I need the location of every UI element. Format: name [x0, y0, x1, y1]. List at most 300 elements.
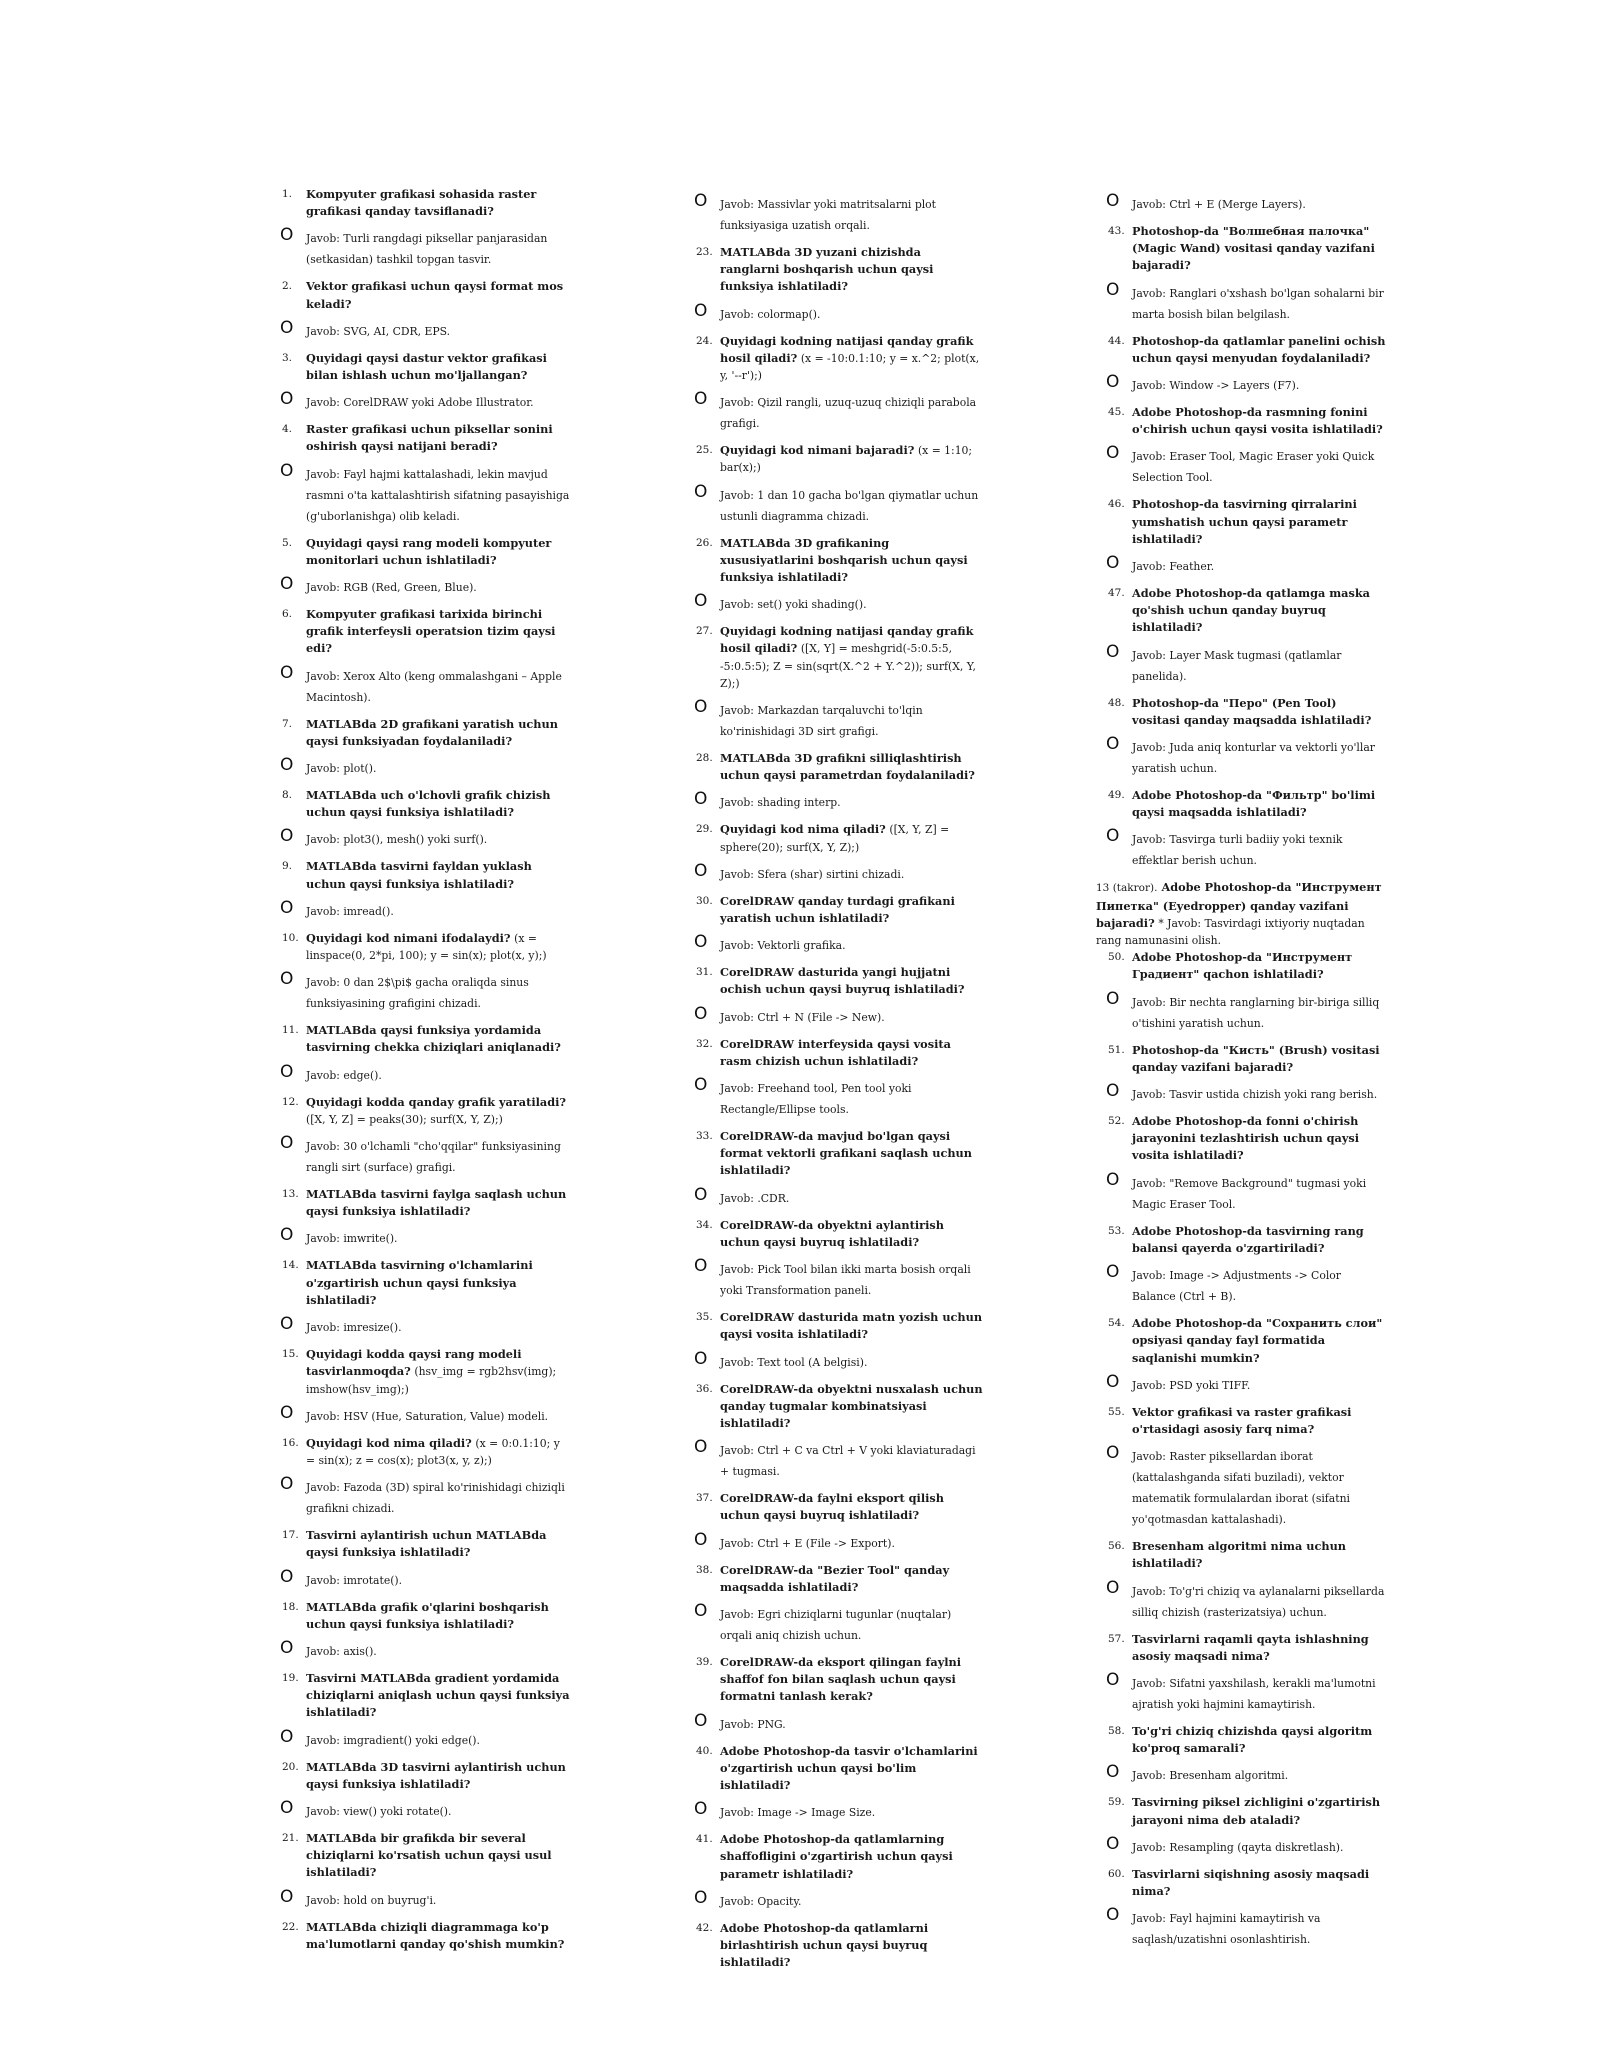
question-item — [270, 1527, 570, 1561]
circle-bullet-icon: O — [280, 1726, 294, 1747]
question-text: Vektor grafikasi va raster grafikasi o'rtasidagi asosiy farq nima? — [1132, 1404, 1352, 1436]
question-item — [1096, 223, 1386, 275]
question-text: Adobe Photoshop-da rasmning fonini o'chirish uchun qaysi vosita ishlatiladi? — [1132, 405, 1383, 437]
answer-item — [1096, 1371, 1386, 1396]
question-text: Quyidagi qaysi dastur vektor grafikasi bilan ishlash uchun mo'ljallangan? — [306, 350, 547, 383]
answer-item — [684, 191, 984, 236]
question-text: MATLABda tasvirning o'lchamlarini o'zgartirish uchun qaysi funksiya ishlatiladi? — [306, 1258, 533, 1307]
circle-bullet-icon: O — [694, 1600, 708, 1621]
answer-item — [684, 591, 984, 615]
answer-item — [684, 697, 984, 742]
question-text: Vektor grafikasi uchun qaysi format mos keladi? — [306, 279, 564, 311]
answer-item — [270, 1225, 570, 1249]
column-2 — [684, 186, 984, 1971]
question-number: 5. — [282, 536, 293, 549]
question-text: Adobe Photoshop-da qatlamlarning shaffofligini o'zgartirish uchun qaysi parametr ishlatiladi? — [720, 1832, 953, 1881]
question-item — [270, 606, 570, 658]
question-number: 3. — [282, 351, 293, 364]
question-item — [270, 858, 570, 892]
question-number: 12. — [282, 1095, 299, 1108]
question-text: Quyidagi kod nimani bajaradi? — [720, 443, 915, 458]
question-item — [270, 930, 570, 964]
question-number: 33. — [696, 1130, 713, 1143]
question-number: 36. — [696, 1382, 713, 1395]
answer-text: Javob: Feather. — [1132, 560, 1215, 574]
question-item — [684, 244, 984, 296]
question-number: 38. — [696, 1563, 713, 1576]
circle-bullet-icon: O — [1106, 1081, 1120, 1102]
circle-bullet-icon: O — [280, 1061, 294, 1082]
answer-text: Javob: Fazoda (3D) spiral ko'rinishidagi chiziqli grafikni chizadi. — [306, 1481, 565, 1516]
answer-item — [270, 225, 570, 270]
answer-item — [270, 574, 570, 598]
question-text: Bresenham algoritmi nima uchun ishlatiladi? — [1132, 1539, 1346, 1571]
question-number: 43. — [1108, 225, 1125, 237]
answer-item — [684, 1710, 984, 1735]
question-number: 51. — [1108, 1043, 1125, 1056]
question-code: ([X, Y] = meshgrid(-5:0.5:5, -5:0.5:5); Z = sin(sqrt(X.^2 + Y.^2)); surf(X, Y, Z);) — [720, 642, 976, 690]
circle-bullet-icon: O — [280, 1225, 294, 1246]
answer-item — [270, 1402, 570, 1427]
answer-text: Javob: plot(). — [306, 762, 377, 776]
question-text: Tasvirlarni raqamli qayta ishlashning asosiy maqsadi nima? — [1132, 1631, 1369, 1663]
circle-bullet-icon: O — [694, 1348, 708, 1369]
answer-item — [270, 1133, 570, 1178]
answer-item — [684, 1529, 984, 1554]
question-text: Adobe Photoshop-da qatlamlarni birlashtirish uchun qaysi buyruq ishlatiladi? — [720, 1920, 929, 1970]
question-number: 23. — [696, 246, 713, 258]
answer-item — [684, 1256, 984, 1301]
question-item — [270, 1919, 570, 1953]
question-code: ([X, Y, Z] = peaks(30); surf(X, Y, Z);) — [306, 1112, 503, 1126]
question-number: 22. — [282, 1920, 299, 1933]
question-number: 28. — [696, 752, 713, 765]
question-text: Adobe Photoshop-da tasvirning rang balansi qayerda o'zgartiriladi? — [1132, 1223, 1364, 1255]
question-number: 46. — [1108, 498, 1125, 511]
question-item — [270, 350, 570, 384]
question-item — [1096, 879, 1386, 949]
circle-bullet-icon: O — [280, 1314, 294, 1335]
answer-item — [684, 1003, 984, 1028]
question-text: CorelDRAW dasturida matn yozish uchun qaysi vosita ishlatiladi? — [720, 1310, 983, 1342]
question-item — [1096, 1794, 1386, 1828]
circle-bullet-icon: O — [280, 662, 294, 683]
circle-bullet-icon: O — [1106, 443, 1120, 464]
question-number: 31. — [696, 966, 713, 979]
question-text: Photoshop-da tasvirning qirralarini yumshatish uchun qaysi parametr ishlatiladi? — [1132, 497, 1357, 546]
answer-item — [270, 1637, 570, 1662]
circle-bullet-icon: O — [280, 389, 294, 410]
question-text: MATLABda 3D yuzani chizishda ranglarni boshqarish uchun qaysi funksiya ishlatiladi? — [720, 245, 934, 294]
answer-text: Javob: .CDR. — [720, 1191, 790, 1205]
question-item — [684, 1743, 984, 1795]
answer-item — [1096, 279, 1386, 325]
circle-bullet-icon: O — [280, 1886, 294, 1907]
answer-text: Javob: Window -> Layers (F7). — [1132, 379, 1300, 393]
question-number: 1. — [282, 188, 293, 200]
question-item — [1096, 1538, 1386, 1572]
answer-text: Javob: Ctrl + E (Merge Layers). — [1132, 198, 1306, 211]
question-number: 29. — [696, 823, 713, 836]
question-item — [684, 1036, 984, 1070]
question-code: (x = 0:0.1:10; y = sin(x); z = cos(x); plot3(x, y, z);) — [306, 1436, 560, 1467]
question-code: (hsv_img = rgb2hsv(img); imshow(hsv_img);) — [306, 1365, 557, 1396]
answer-text: Javob: imread(). — [306, 904, 394, 918]
answer-text: Javob: set() yoki shading(). — [720, 598, 867, 612]
question-text: CorelDRAW-da obyektni aylantirish uchun qaysi buyruq ishlatiladi? — [720, 1217, 944, 1249]
question-number: 4. — [282, 423, 293, 436]
question-item — [270, 1435, 570, 1469]
circle-bullet-icon: O — [280, 1474, 294, 1495]
question-number: 17. — [282, 1529, 299, 1542]
question-text: Quyidagi kod nima qiladi? — [306, 1435, 472, 1450]
answer-text: Javob: imgradient() yoki edge(). — [306, 1733, 480, 1747]
question-text: MATLABda uch o'lchovli grafik chizish uchun qaysi funksiya ishlatiladi? — [306, 788, 551, 820]
circle-bullet-icon: O — [280, 969, 294, 990]
question-item — [270, 1094, 570, 1128]
question-item — [270, 1830, 570, 1882]
question-text: Adobe Photoshop-da "Сохранить слои" opsiyasi qanday fayl formatida saqlanishi mumkin? — [1132, 1316, 1383, 1365]
question-item — [684, 964, 984, 998]
question-item — [684, 1831, 984, 1883]
answer-text: Javob: CorelDRAW yoki Adobe Illustrator. — [306, 396, 534, 410]
circle-bullet-icon: O — [280, 1566, 294, 1587]
answer-text: Javob: hold on buyrug'i. — [306, 1893, 437, 1907]
answer-text: Javob: Xerox Alto (keng ommalashgani – Apple Macintosh). — [306, 669, 562, 704]
question-code: (x = -10:0.1:10; y = x.^2; plot(x, y, '--r');) — [720, 351, 980, 383]
question-item — [684, 623, 984, 692]
answer-text: Javob: Eraser Tool, Magic Eraser yoki Quick Selection Tool. — [1132, 450, 1375, 485]
answer-item — [1096, 372, 1386, 396]
answer-text: Javob: Ranglari o'xshash bo'lgan sohalarni bir marta bosish bilan belgilash. — [1132, 286, 1384, 321]
circle-bullet-icon: O — [694, 1184, 708, 1205]
question-number: 24. — [696, 334, 713, 347]
answer-item — [684, 1887, 984, 1912]
answer-text: Javob: Opacity. — [720, 1894, 802, 1908]
circle-bullet-icon: O — [280, 826, 294, 847]
question-number: 30. — [696, 894, 713, 907]
answer-item — [1096, 191, 1386, 215]
answer-text: Javob: Bir nechta ranglarning bir-biriga silliq o'tishini yaratish uchun. — [1132, 995, 1380, 1030]
question-number: 8. — [282, 789, 293, 802]
question-text: CorelDRAW interfeysida qaysi vosita rasm chizish uchun ishlatiladi? — [720, 1036, 951, 1068]
question-number: 45. — [1108, 406, 1125, 419]
answer-text: Javob: Ctrl + C va Ctrl + V yoki klaviaturadagi + tugmasi. — [720, 1444, 976, 1479]
question-item — [270, 1186, 570, 1220]
answer-item — [1096, 443, 1386, 488]
answer-item — [270, 1886, 570, 1911]
question-number: 47. — [1108, 587, 1125, 600]
answer-item — [684, 300, 984, 325]
question-text: Quyidagi kod nimani ifodalaydi? — [306, 930, 511, 945]
circle-bullet-icon: O — [694, 1887, 708, 1908]
column-1 — [270, 186, 570, 1953]
answer-text: Javob: Egri chiziqlarni tugunlar (nuqtalar) orqali aniq chizish uchun. — [720, 1607, 952, 1642]
answer-text: Javob: Ctrl + E (File -> Export). — [720, 1536, 895, 1550]
question-item — [684, 1128, 984, 1180]
circle-bullet-icon: O — [1106, 279, 1120, 300]
answer-item — [270, 969, 570, 1014]
answer-item — [1096, 988, 1386, 1034]
answer-text: Javob: Sfera (shar) sirtini chizadi. — [720, 867, 905, 881]
answer-item — [1096, 1081, 1386, 1105]
question-text: Quyidagi kodning natijasi qanday grafik hosil qiladi? — [720, 624, 974, 656]
answer-text: Javob: Qizil rangli, uzuq-uzuq chiziqli parabola grafigi. — [720, 396, 977, 431]
question-text: MATLABda tasvirni faylga saqlash uchun qaysi funksiya ishlatiladi? — [306, 1187, 567, 1219]
answer-text: Javob: Markazdan tarqaluvchi to'lqin ko'rinishidagi 3D sirt grafigi. — [720, 704, 923, 739]
answer-item — [270, 662, 570, 708]
question-text: Tasvirning piksel zichligini o'zgartirish jarayoni nima deb ataladi? — [1132, 1795, 1381, 1827]
circle-bullet-icon: O — [694, 789, 708, 810]
answer-item — [270, 317, 570, 342]
question-number: 16. — [282, 1436, 299, 1449]
answer-text: Javob: Vektorli grafika. — [720, 939, 846, 953]
circle-bullet-icon: O — [280, 897, 294, 918]
question-number: 34. — [696, 1218, 713, 1231]
question-text: Quyidagi kodda qaysi rang modeli tasvirlanmoqda? — [306, 1347, 522, 1379]
circle-bullet-icon: O — [1106, 826, 1120, 847]
circle-bullet-icon: O — [280, 1402, 294, 1423]
question-text: Tasvirlarni siqishning asosiy maqsadi nima? — [1132, 1866, 1370, 1898]
question-number: 48. — [1108, 696, 1125, 709]
answer-item — [684, 1799, 984, 1823]
answer-text: Javob: Sifatni yaxshilash, kerakli ma'lumotni ajratish yoki hajmini kamaytirish. — [1132, 1676, 1376, 1711]
question-text: Adobe Photoshop-da tasvir o'lchamlarini o'zgartirish uchun qaysi bo'lim ishlatiladi? — [720, 1743, 978, 1792]
circle-bullet-icon: O — [694, 697, 708, 718]
answer-item — [1096, 1443, 1386, 1530]
question-text: Tasvirni aylantirish uchun MATLABda qaysi funksiya ishlatiladi? — [306, 1528, 547, 1560]
question-code: ([X, Y, Z] = sphere(20); surf(X, Y, Z);) — [720, 823, 950, 854]
question-number: 9. — [282, 860, 293, 873]
column-3 — [1096, 186, 1386, 1958]
circle-bullet-icon: O — [694, 389, 708, 410]
circle-bullet-icon: O — [1106, 1905, 1120, 1926]
answer-item — [684, 1184, 984, 1209]
answer-text: Javob: imwrite(). — [306, 1232, 398, 1246]
answer-text: Javob: plot3(), mesh() yoki surf(). — [306, 833, 488, 847]
question-number: 13 (takror). — [1096, 882, 1158, 895]
question-item — [684, 1920, 984, 1972]
circle-bullet-icon: O — [1106, 641, 1120, 662]
answer-item — [684, 1437, 984, 1482]
answer-item — [1096, 1169, 1386, 1215]
answer-text: Javob: Text tool (A belgisi). — [720, 1355, 868, 1369]
question-text: MATLABda 3D tasvirni aylantirish uchun qaysi funksiya ishlatiladi? — [306, 1759, 566, 1791]
answer-item — [270, 1566, 570, 1591]
question-text: MATLABda tasvirni fayldan yuklash uchun qaysi funksiya ishlatiladi? — [306, 859, 532, 891]
circle-bullet-icon: O — [1106, 1762, 1120, 1783]
answer-text: Javob: axis(). — [306, 1644, 377, 1658]
answer-text: Javob: Tasvirga turli badiiy yoki texnik effektlar berish uchun. — [1132, 833, 1343, 868]
question-item — [684, 1217, 984, 1251]
question-text: Kompyuter grafikasi tarixida birinchi grafik interfeysli operatsion tizim qaysi edi? — [306, 607, 556, 656]
circle-bullet-icon: O — [280, 225, 294, 246]
circle-bullet-icon: O — [1106, 1169, 1120, 1190]
question-text: CorelDRAW dasturida yangi hujjatni ochish uchun qaysi buyruq ishlatiladi? — [720, 965, 965, 997]
question-item — [684, 821, 984, 855]
question-number: 26. — [696, 536, 713, 549]
question-item — [1096, 1113, 1386, 1165]
question-item — [684, 750, 984, 784]
question-number: 19. — [282, 1671, 299, 1684]
circle-bullet-icon: O — [1106, 1262, 1120, 1283]
question-number: 21. — [282, 1831, 299, 1844]
circle-bullet-icon: O — [694, 591, 708, 612]
question-number: 42. — [696, 1921, 713, 1934]
answer-item — [684, 789, 984, 813]
question-item — [1096, 333, 1386, 367]
circle-bullet-icon: O — [694, 191, 708, 211]
answer-item — [684, 860, 984, 885]
question-text: CorelDRAW-da obyektni nusxalash uchun qanday tugmalar kombinatsiyasi ishlatiladi? — [720, 1381, 983, 1430]
answer-item — [1096, 1905, 1386, 1950]
answer-text: Javob: Image -> Adjustments -> Color Balance (Ctrl + B). — [1132, 1269, 1341, 1304]
circle-bullet-icon: O — [694, 1256, 708, 1277]
circle-bullet-icon: O — [1106, 1577, 1120, 1598]
question-item — [1096, 1042, 1386, 1076]
answer-text: Javob: imrotate(). — [306, 1573, 403, 1587]
question-item — [1096, 695, 1386, 729]
circle-bullet-icon: O — [1106, 553, 1120, 574]
question-text: Adobe Photoshop-da fonni o'chirish jarayonini tezlashtirish uchun qaysi vosita ishlatiladi? — [1132, 1114, 1360, 1163]
question-text: MATLABda 2D grafikani yaratish uchun qaysi funksiyadan foydalaniladi? — [306, 716, 558, 748]
answer-text: Javob: Pick Tool bilan ikki marta bosish orqali yoki Transformation paneli. — [720, 1263, 971, 1298]
question-number: 13. — [282, 1188, 299, 1201]
question-number: 37. — [696, 1492, 713, 1505]
answer-text: Javob: PSD yoki TIFF. — [1132, 1378, 1251, 1392]
answer-text: Javob: Tasvir ustida chizish yoki rang berish. — [1132, 1088, 1378, 1102]
question-text: Quyidagi qaysi rang modeli kompyuter monitorlari uchun ishlatiladi? — [306, 535, 552, 567]
question-text: To'g'ri chiziq chizishda qaysi algoritm ko'proq samarali? — [1132, 1723, 1373, 1756]
answer-item — [270, 1314, 570, 1338]
answer-item — [1096, 1577, 1386, 1623]
answer-item — [684, 1075, 984, 1120]
answer-text: Javob: Ctrl + N (File -> New). — [720, 1010, 885, 1024]
question-text: Quyidagi kod nima qiladi? — [720, 822, 886, 837]
answer-text: Javob: PNG. — [720, 1717, 786, 1731]
question-item — [1096, 787, 1386, 821]
question-number: 18. — [282, 1600, 299, 1613]
circle-bullet-icon: O — [1106, 1833, 1120, 1854]
question-item — [684, 1562, 984, 1596]
question-item — [270, 1599, 570, 1633]
question-number: 49. — [1108, 789, 1125, 802]
answer-text: Javob: RGB (Red, Green, Blue). — [306, 581, 477, 595]
question-item — [1096, 949, 1386, 983]
question-item — [1096, 1723, 1386, 1757]
question-item — [270, 535, 570, 569]
answer-text: Javob: view() yoki rotate(). — [306, 1804, 452, 1818]
question-item — [270, 1670, 570, 1722]
question-text: Photoshop-da "Перо" (Pen Tool) vositasi qanday maqsadda ishlatiladi? — [1132, 695, 1372, 727]
answer-item — [684, 932, 984, 956]
question-text: Adobe Photoshop-da "Инструмент Градиент" qachon ishlatiladi? — [1132, 950, 1353, 982]
circle-bullet-icon: O — [1106, 734, 1120, 755]
question-text: Adobe Photoshop-da "Фильтр" bo'limi qaysi maqsadda ishlatiladi? — [1132, 788, 1376, 820]
question-number: 6. — [282, 608, 293, 621]
question-text: MATLABda qaysi funksiya yordamida tasvirning chekka chiziqlari aniqlanadi? — [306, 1023, 561, 1055]
answer-text: Javob: colormap(). — [720, 307, 821, 321]
question-text: CorelDRAW-da eksport qilingan faylni shaffof fon bilan saqlash uchun qaysi formatni tanlash kerak? — [720, 1654, 962, 1704]
answer-item — [1096, 826, 1386, 871]
circle-bullet-icon: O — [1106, 1371, 1120, 1392]
answer-text: Javob: edge(). — [306, 1068, 382, 1082]
answer-text: Javob: HSV (Hue, Saturation, Value) modeli. — [306, 1409, 549, 1423]
question-text: Adobe Photoshop-da "Инструмент Пипетка" (Eyedropper) qanday vazifani bajaradi? — [1096, 880, 1382, 930]
circle-bullet-icon: O — [694, 932, 708, 953]
answer-text: Javob: Juda aniq konturlar va vektorli yo'llar yaratish uchun. — [1132, 741, 1375, 776]
answer-text: Javob: Layer Mask tugmasi (qatlamlar panelida). — [1132, 648, 1342, 683]
answer-text: Javob: shading interp. — [720, 796, 841, 810]
question-item — [270, 1759, 570, 1793]
question-number: 7. — [282, 717, 293, 730]
circle-bullet-icon: O — [694, 1799, 708, 1820]
question-text: Raster grafikasi uchun piksellar sonini oshirish qaysi natijani beradi? — [306, 422, 553, 454]
question-text: CorelDRAW-da "Bezier Tool" qanday maqsadda ishlatiladi? — [720, 1562, 950, 1594]
question-number: 44. — [1108, 334, 1125, 347]
question-item — [1096, 496, 1386, 548]
question-text: Kompyuter grafikasi sohasida raster grafikasi qanday tavsiflanadi? — [306, 187, 537, 219]
answer-item — [270, 755, 570, 779]
question-text: MATLABda 3D grafikaning xususiyatlarini boshqarish uchun qaysi funksiya ishlatiladi? — [720, 535, 968, 585]
question-number: 50. — [1108, 951, 1125, 964]
question-item — [1096, 1404, 1386, 1438]
answer-item — [1096, 734, 1386, 779]
question-item — [270, 186, 570, 220]
question-number: 59. — [1108, 1796, 1125, 1809]
question-item — [270, 278, 570, 312]
circle-bullet-icon: O — [694, 481, 708, 502]
answer-item — [270, 460, 570, 527]
answer-item — [1096, 553, 1386, 577]
question-number: 53. — [1108, 1224, 1125, 1237]
question-number: 25. — [696, 444, 713, 457]
circle-bullet-icon: O — [280, 755, 294, 776]
question-number: 2. — [282, 280, 293, 293]
question-number: 27. — [696, 625, 713, 638]
answer-item — [684, 1600, 984, 1646]
answer-text: Javob: Massivlar yoki matritsalarni plot funksiyasiga uzatish orqali. — [720, 198, 937, 232]
circle-bullet-icon: O — [280, 574, 294, 595]
answer-item — [270, 1474, 570, 1519]
question-number: 11. — [282, 1024, 299, 1037]
question-text: MATLABda chiziqli diagrammaga ko'p ma'lumotlarni qanday qo'shish mumkin? — [306, 1919, 565, 1951]
question-number: 60. — [1108, 1867, 1125, 1880]
question-number: 54. — [1108, 1317, 1125, 1330]
circle-bullet-icon: O — [280, 1797, 294, 1818]
question-item — [1096, 1223, 1386, 1257]
question-number: 35. — [696, 1311, 713, 1324]
answer-item — [1096, 1833, 1386, 1858]
circle-bullet-icon: O — [1106, 988, 1120, 1009]
answer-item — [1096, 1762, 1386, 1786]
question-number: 39. — [696, 1655, 713, 1668]
circle-bullet-icon: O — [694, 1437, 708, 1458]
answer-text: Javob: "Remove Background" tugmasi yoki Magic Eraser Tool. — [1132, 1176, 1367, 1211]
answer-item — [1096, 641, 1386, 687]
question-number: 56. — [1108, 1540, 1125, 1553]
question-text: CorelDRAW qanday turdagi grafikani yaratish uchun ishlatiladi? — [720, 893, 955, 926]
answer-item — [270, 389, 570, 413]
answer-item — [1096, 1262, 1386, 1307]
answer-item — [684, 1348, 984, 1373]
answer-text: Javob: Image -> Image Size. — [720, 1806, 876, 1820]
question-text: MATLABda grafik o'qlarini boshqarish uchun qaysi funksiya ishlatiladi? — [306, 1599, 549, 1631]
question-number: 15. — [282, 1348, 299, 1361]
answer-text: Javob: 30 o'lchamli "cho'qqilar" funksiyasining rangli sirt (surface) grafigi. — [306, 1140, 561, 1175]
answer-item — [684, 389, 984, 434]
circle-bullet-icon: O — [1106, 1443, 1120, 1464]
